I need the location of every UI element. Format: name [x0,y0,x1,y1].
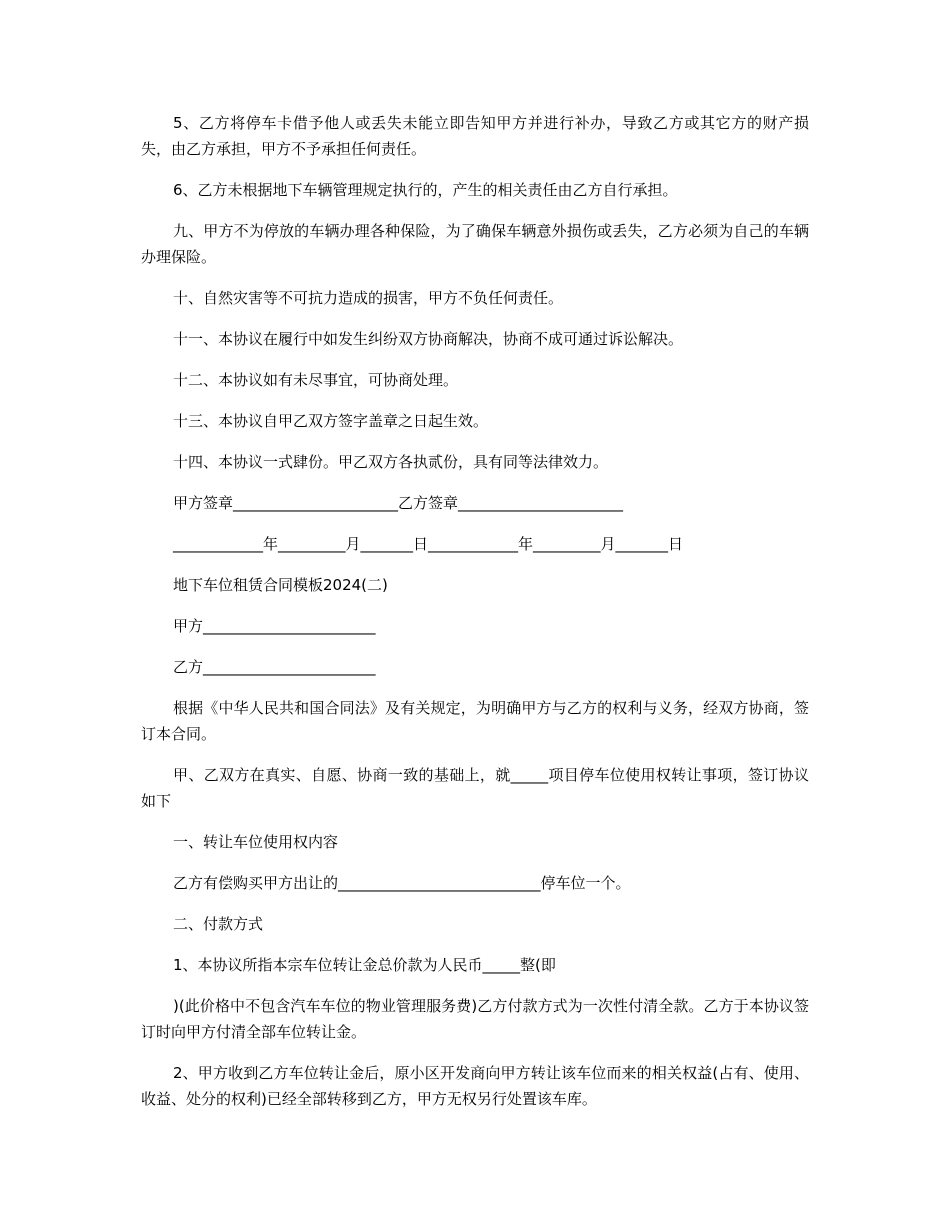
document-page [141,110,809,1127]
clause-5-lost-card: 5、乙方将停车卡借予他人或丢失未能立即告知甲方并进行补办，导致乙方或其它方的财产损失，由乙方承担，甲方不予承担任何责任。 [141,114,809,158]
party-a-line: 甲方_______________________ [173,617,376,635]
clause-10-force-majeure: 十、自然灾害等不可抗力造成的损害，甲方不负任何责任。 [173,289,564,307]
preamble-paragraph: 根据《中华人民共和国合同法》及有关规定，为明确甲方与乙方的权利与义务，经双方协商，签订本合同。 [141,699,809,743]
payment-clause-1-continued: )(此价格中不包含汽车车位的物业管理服务费)乙方付款方式为一次性付清全款。乙方于本协议签订时向甲方付清全部车位转让金。 [141,997,809,1041]
agreement-intro-paragraph: 甲、乙双方在真实、自愿、协商一致的基础上，就_____项目停车位使用权转让事项，签订协议如下 [141,766,809,810]
clause-9-insurance: 九、甲方不为停放的车辆办理各种保险，为了确保车辆意外损伤或丢失，乙方必须为自己的车辆办理保险。 [141,222,809,266]
payment-clause-2: 2、甲方收到乙方车位转让金后，原小区开发商向甲方转让该车位而来的相关权益(占有、使用、收益、处分的权利)已经全部转移到乙方，甲方无权另行处置该车库。 [141,1064,809,1108]
clause-6-management-rules: 6、乙方未根据地下车辆管理规定执行的，产生的相关责任由乙方自行承担。 [173,181,678,199]
clause-13-effective-date: 十三、本协议自甲乙双方签字盖章之日起生效。 [173,412,489,430]
clause-12-unresolved-matters: 十二、本协议如有未尽事宜，可协商处理。 [173,371,459,389]
date-line: ____________年_________月_______日____________年_________月_______日 [173,535,684,553]
section-1-heading: 一、转让车位使用权内容 [173,833,339,851]
section-2-heading: 二、付款方式 [173,915,264,933]
clause-11-disputes: 十一、本协议在履行中如发生纠纷双方协商解决，协商不成可通过诉讼解决。 [173,330,684,348]
signature-line: 甲方签章______________________乙方签章______________________ [173,494,624,512]
parking-space-line: 乙方有偿购买甲方出让的___________________________停车位一个。 [173,874,631,892]
party-b-line: 乙方_______________________ [173,658,376,676]
payment-clause-1: 1、本协议所指本宗车位转让金总价款为人民币_____整(即 [173,956,556,974]
clause-14-copies: 十四、本协议一式肆份。甲乙双方各执贰份，具有同等法律效力。 [173,453,609,471]
contract-title: 地下车位租赁合同模板2024(二) [173,576,388,594]
